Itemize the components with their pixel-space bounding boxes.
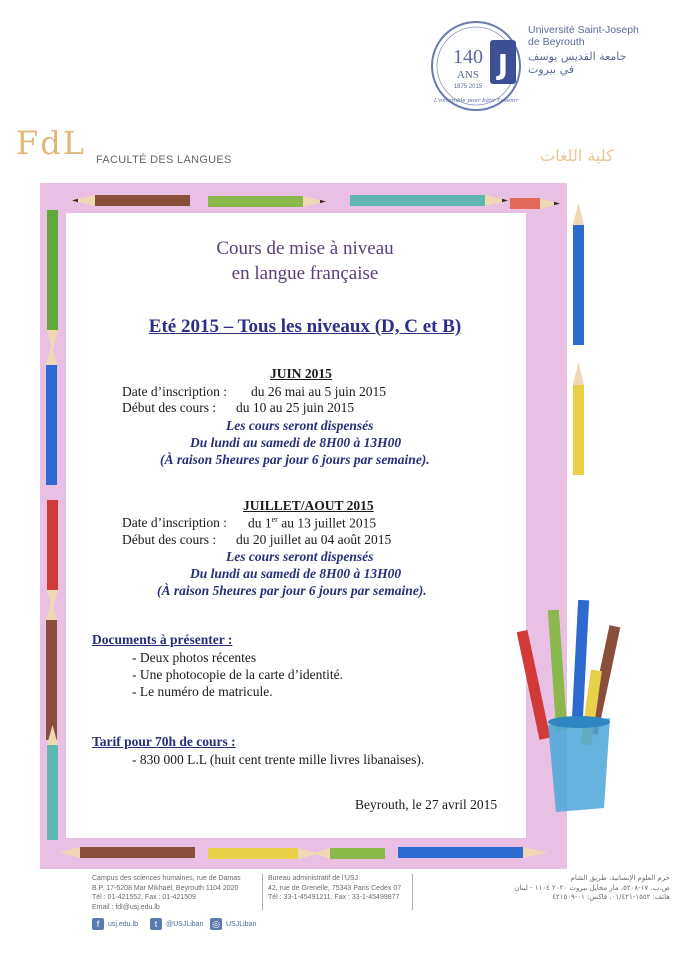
footer-line: ص.ب. ١٧-٥٢٠٨، مار مخايل بيروت ٢٠٢٠ ١١٠٤ - لبنان	[514, 883, 670, 892]
university-name-line2: de Beyrouth	[528, 36, 585, 48]
facebook-icon: f	[92, 918, 104, 930]
social-usj-label: USJLiban	[226, 920, 257, 928]
session2-note1: Les cours seront dispensés	[226, 549, 374, 564]
footer-address-paris	[268, 874, 401, 903]
faculty-logo: FdL	[16, 124, 86, 162]
social-facebook-link[interactable]	[92, 918, 138, 930]
session2-inscription-suffix: au 13 juillet 2015	[277, 515, 377, 531]
pencil-icon	[573, 203, 584, 345]
social-twitter-link[interactable]	[150, 918, 203, 930]
poster-title-line1: Cours de mise à niveau	[216, 238, 394, 259]
social-usj-link[interactable]	[210, 918, 256, 930]
footer-divider	[262, 874, 263, 910]
seal-motto: L'ensemble pour bâtir l'avenir	[433, 98, 519, 104]
session1-note1: Les cours seront dispensés	[226, 418, 374, 433]
session1-debut-label: Début des cours :	[122, 400, 217, 415]
poster-title-line2: en langue française	[231, 263, 379, 284]
session1-debut-value: du 10 au 25 juin 2015	[236, 400, 355, 415]
university-arabic-line1: جامعة القديس يوسف	[528, 50, 627, 63]
session1-heading: JUIN 2015	[270, 366, 332, 381]
footer-line: حرم العلوم الإنسانية، طريق الشام	[570, 874, 670, 882]
twitter-icon: t	[150, 918, 162, 930]
footer-line: Bureau administratif de l'USJ	[268, 875, 359, 882]
anniversary-seal-logo	[428, 18, 524, 114]
footer-line: Campus des sciences humaines, rue de Damas	[92, 875, 241, 882]
footer-line: هاتف: ١٥٥٢-٠١/٤٢١، فاكس: ٠١-٤٢١٥٠٩	[552, 893, 670, 901]
footer-address-beirut	[92, 874, 241, 912]
faculty-name: FACULTÉ DES LANGUES	[96, 154, 232, 166]
seal-number: 140	[453, 46, 483, 68]
session2-note3: (À raison 5heures par jour 6 jours par semaine).	[157, 583, 427, 598]
session1-note3: (À raison 5heures par jour 6 jours par semaine).	[160, 452, 430, 467]
social-facebook-label: usj.edu.lb	[108, 920, 138, 928]
session1-inscription-value: du 26 mai au 5 juin 2015	[251, 384, 386, 399]
seal-ans: ANS	[456, 69, 480, 81]
documents-item: - Deux photos récentes	[132, 650, 257, 665]
session1-inscription-label: Date d’inscription :	[122, 384, 227, 399]
footer-line: Tél : 33-1-45491211, Fax : 33-1-45499877	[268, 894, 400, 901]
footer-email-link[interactable]: Email : fdl@usj.edu.lb	[92, 903, 160, 911]
poster-title	[80, 236, 530, 286]
globe-icon: ◎	[210, 918, 222, 930]
footer-address-arabic	[418, 874, 670, 903]
pencil-icon	[573, 362, 584, 475]
tarif-value: - 830 000 L.L (huit cent trente mille livres libanaises).	[132, 752, 425, 767]
session2-heading: JUILLET/AOUT 2015	[243, 498, 374, 513]
footer-line: 42, rue de Grenelle, 75343 Paris Cedex 07	[268, 884, 402, 892]
documents-item: - Le numéro de matricule.	[132, 684, 273, 699]
university-name-line1: Université Saint-Joseph	[528, 24, 639, 36]
footer-line: Tél : 01-421552, Fax : 01-421509	[92, 894, 196, 901]
university-arabic-line2: في بيروت	[528, 63, 575, 76]
documents-heading: Documents à présenter :	[92, 632, 233, 647]
session2-debut-value: du 20 juillet au 04 août 2015	[236, 532, 392, 547]
social-twitter-label: @USJLiban	[166, 920, 204, 928]
session1-note2: Du lundi au samedi de 8H00 à 13H00	[190, 435, 402, 450]
footer-divider	[412, 874, 413, 910]
session2-inscription-prefix: du 1	[248, 515, 272, 531]
session2-inscription-label: Date d’inscription :	[122, 515, 227, 530]
poster-subtitle: Eté 2015 – Tous les niveaux (D, C et B)	[148, 316, 462, 337]
university-name-arabic	[528, 50, 668, 76]
session2-inscription-value	[248, 515, 376, 532]
date-place: Beyrouth, le 27 avril 2015	[355, 797, 498, 812]
faculty-name-arabic: كلية اللغات	[540, 146, 614, 165]
seal-years: 1875 2015	[453, 84, 483, 90]
session2-note2: Du lundi au samedi de 8H00 à 13H00	[190, 566, 402, 581]
session2-debut-label: Début des cours :	[122, 532, 217, 547]
university-name	[528, 24, 673, 48]
session2-inscription-sup: er	[271, 515, 278, 524]
footer-line: B.P. 17-5208 Mar Mikhaël, Beyrouth 1104 2020	[92, 884, 239, 892]
usj-monogram: J	[497, 48, 509, 81]
tarif-heading: Tarif pour 70h de cours :	[92, 734, 236, 749]
documents-item: - Une photocopie de la carte d’identité.	[132, 667, 344, 682]
